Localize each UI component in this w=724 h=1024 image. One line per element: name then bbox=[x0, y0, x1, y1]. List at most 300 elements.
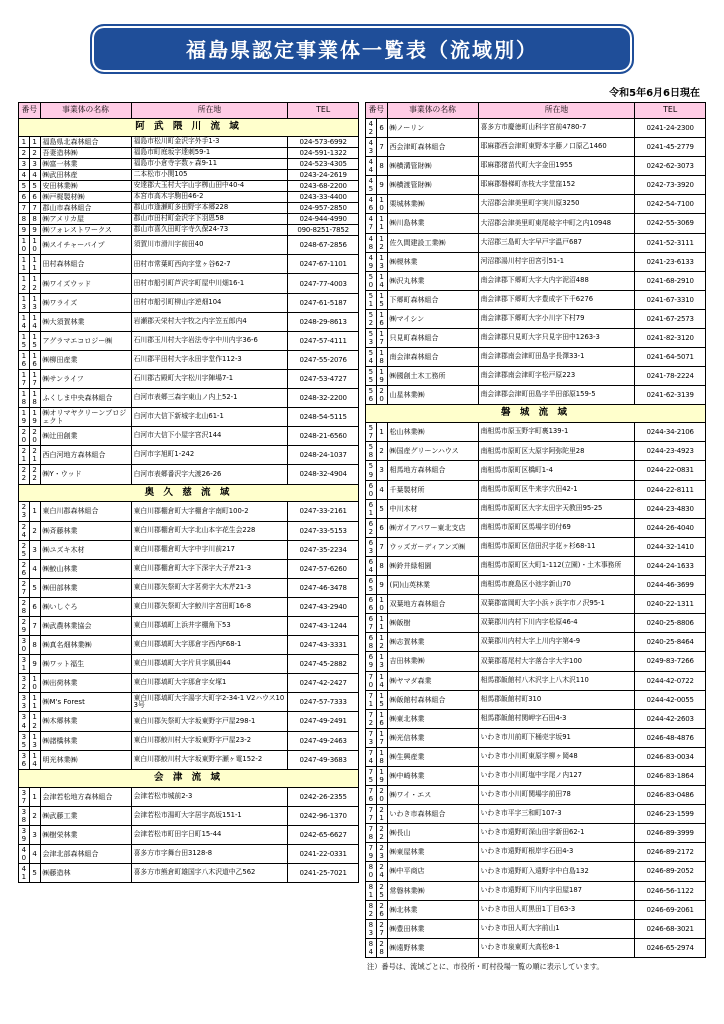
cell-no: 44 bbox=[366, 157, 377, 176]
cell-company-name: ㈱国産グリーンハウス bbox=[387, 442, 478, 461]
cell-tel: 090-8251-7852 bbox=[288, 225, 359, 236]
table-row bbox=[19, 192, 359, 203]
table-row bbox=[19, 225, 359, 236]
cell-address: 郡山市逢瀬町多田野字本郷228 bbox=[131, 203, 288, 214]
table-row bbox=[19, 203, 359, 214]
cell-no: 9 bbox=[19, 225, 30, 236]
cell-no: 11 bbox=[19, 255, 30, 274]
cell-company-name: ふくしま中央森林組合 bbox=[40, 389, 131, 408]
cell-tel: 0244-34-2106 bbox=[635, 423, 706, 442]
cell-address: 大沼郡会津美里町字実川原3250 bbox=[478, 195, 635, 214]
table-row bbox=[366, 900, 706, 919]
cell-company-name: ㈱ワライズ bbox=[40, 293, 131, 312]
table-row bbox=[366, 786, 706, 805]
table-header-row bbox=[366, 103, 706, 119]
cell-no: 20 bbox=[19, 427, 30, 446]
two-column-layout bbox=[18, 102, 706, 972]
cell-address: 耶麻郡猪苗代町大字金田1955 bbox=[478, 157, 635, 176]
cell-address: 喜多方市慶徳町山科字宮前4780-7 bbox=[478, 118, 635, 137]
table-row bbox=[19, 825, 359, 844]
cell-sub-no: 17 bbox=[376, 728, 387, 747]
cell-address: 会津若松市湯町大字居字高坂151-1 bbox=[131, 806, 288, 825]
cell-address: 福島市松川町金沢字外手1-3 bbox=[131, 136, 288, 147]
cell-tel: 0241-68-2910 bbox=[635, 271, 706, 290]
cell-address: 本宮市高木字駒田46-2 bbox=[131, 192, 288, 203]
left-table bbox=[18, 102, 359, 883]
cell-no: 59 bbox=[366, 461, 377, 480]
cell-company-name: ㈱飯樹 bbox=[387, 614, 478, 633]
cell-sub-no: 10 bbox=[29, 236, 40, 255]
cell-no: 48 bbox=[366, 233, 377, 252]
cell-no: 82 bbox=[366, 900, 377, 919]
cell-address: 南相馬市原町区信田沢字花ヶ杉68-11 bbox=[478, 537, 635, 556]
cell-company-name: ㈱アメリカ屋 bbox=[40, 214, 131, 225]
cell-address: 南会津郡会津町田島字半田部原159-5 bbox=[478, 386, 635, 405]
cell-company-name: ㈱田部林業 bbox=[40, 578, 131, 597]
cell-no: 76 bbox=[366, 786, 377, 805]
cell-sub-no: 20 bbox=[376, 386, 387, 405]
cell-sub-no: 2 bbox=[29, 521, 40, 540]
cell-company-name: ㈱北林業 bbox=[387, 900, 478, 919]
cell-tel: 0246-69-2061 bbox=[635, 900, 706, 919]
cell-company-name: アグラマエコロジー㈱ bbox=[40, 331, 131, 350]
cell-company-name: ㈱沢丸林業 bbox=[387, 271, 478, 290]
cell-tel: 0248-32-4904 bbox=[288, 465, 359, 484]
cell-tel: 0240-25-8464 bbox=[635, 633, 706, 652]
cell-no: 27 bbox=[19, 578, 30, 597]
cell-tel: 0242-62-3073 bbox=[635, 157, 706, 176]
cell-address: 岩瀬郡天栄村大字牧之内字笠五郎内4 bbox=[131, 312, 288, 331]
cell-sub-no: 12 bbox=[376, 233, 387, 252]
cell-address: 双葉郡川内村大字上川内字第4-9 bbox=[478, 633, 635, 652]
table-row bbox=[366, 138, 706, 157]
cell-address: いわき市田人町黒田1丁目63-3 bbox=[478, 900, 635, 919]
cell-address: いわき市平字三和町107-3 bbox=[478, 805, 635, 824]
cell-sub-no: 12 bbox=[29, 274, 40, 293]
table-row bbox=[19, 465, 359, 484]
cell-no: 3 bbox=[19, 158, 30, 169]
cell-company-name: ㈱飯館村森林組合 bbox=[387, 690, 478, 709]
col-header-address: 所在地 bbox=[478, 103, 635, 119]
cell-sub-no: 18 bbox=[376, 348, 387, 367]
cell-company-name: 下郷町森林組合 bbox=[387, 290, 478, 309]
cell-tel: 0247-61-5187 bbox=[288, 293, 359, 312]
cell-address: 石川郡古殿町大字松川字陣場7-1 bbox=[131, 369, 288, 388]
cell-address: 耶麻郡磐梯町赤枝大字堂窪152 bbox=[478, 176, 635, 195]
cell-address: 東白川郡塙町大字片貝字風田44 bbox=[131, 655, 288, 674]
cell-sub-no: 16 bbox=[29, 350, 40, 369]
cell-tel: 0247-43-2940 bbox=[288, 597, 359, 616]
cell-address: 双葉郡葛尾村大字落合字大字100 bbox=[478, 652, 635, 671]
cell-no: 55 bbox=[366, 367, 377, 386]
cell-tel: 0247-33-5153 bbox=[288, 521, 359, 540]
cell-company-name: ㈱大須賀林業 bbox=[40, 312, 131, 331]
cell-tel: 0241-23-6133 bbox=[635, 252, 706, 271]
col-header-no: 番号 bbox=[19, 103, 41, 119]
cell-sub-no: 7 bbox=[29, 617, 40, 636]
table-row bbox=[366, 824, 706, 843]
cell-no: 61 bbox=[366, 499, 377, 518]
cell-sub-no: 16 bbox=[376, 309, 387, 328]
cell-tel: 0241-52-3111 bbox=[635, 233, 706, 252]
table-row bbox=[366, 118, 706, 137]
cell-no: 65 bbox=[366, 576, 377, 595]
cell-company-name: ウッズガーディアンズ㈱ bbox=[387, 537, 478, 556]
cell-no: 15 bbox=[19, 331, 30, 350]
table-header-row bbox=[19, 103, 359, 119]
cell-sub-no: 10 bbox=[376, 195, 387, 214]
cell-address: 東白川郡棚倉町大字下深字大子芹21-3 bbox=[131, 559, 288, 578]
cell-sub-no: 7 bbox=[29, 203, 40, 214]
table-row bbox=[19, 712, 359, 731]
cell-company-name: ㈱光信林業 bbox=[387, 728, 478, 747]
cell-company-name: ㈱中崎林業 bbox=[387, 766, 478, 785]
cell-address: いわき市泉東町大高松8-1 bbox=[478, 938, 635, 957]
cell-company-name: ㈱樹栄林業 bbox=[40, 825, 131, 844]
cell-company-name: 相馬地方森林組合 bbox=[387, 461, 478, 480]
cell-no: 26 bbox=[19, 559, 30, 578]
cell-address: 大沼郡会津美里町東尾岐字中町之内10948 bbox=[478, 214, 635, 233]
cell-no: 78 bbox=[366, 824, 377, 843]
cell-no: 63 bbox=[366, 537, 377, 556]
cell-address: 白河市表郷番沢字大渡26-26 bbox=[131, 465, 288, 484]
table-row bbox=[366, 709, 706, 728]
table-row bbox=[366, 537, 706, 556]
cell-tel: 0244-23-4923 bbox=[635, 442, 706, 461]
cell-sub-no: 11 bbox=[376, 214, 387, 233]
cell-sub-no: 14 bbox=[376, 271, 387, 290]
cell-company-name: ㈱マイシン bbox=[387, 309, 478, 328]
table-row bbox=[366, 214, 706, 233]
cell-no: 29 bbox=[19, 617, 30, 636]
cell-company-name: 双葉地方森林組合 bbox=[387, 595, 478, 614]
cell-company-name: (同)山英林業 bbox=[387, 576, 478, 595]
table-row bbox=[366, 386, 706, 405]
cell-address: 石川郡玉川村大字岩法寺字中川内字36-6 bbox=[131, 331, 288, 350]
cell-address: 双葉郡川内村下川内字松原46-4 bbox=[478, 614, 635, 633]
cell-tel: 0246-65-2974 bbox=[635, 938, 706, 957]
cell-sub-no: 1 bbox=[376, 423, 387, 442]
col-header-name: 事業体の名称 bbox=[40, 103, 131, 119]
cell-sub-no: 12 bbox=[376, 633, 387, 652]
cell-tel: 0246-68-3021 bbox=[635, 919, 706, 938]
cell-no: 50 bbox=[366, 271, 377, 290]
table-row bbox=[19, 787, 359, 806]
table-row bbox=[366, 652, 706, 671]
cell-no: 75 bbox=[366, 766, 377, 785]
cell-sub-no: 18 bbox=[376, 747, 387, 766]
cell-tel: 0244-26-4040 bbox=[635, 518, 706, 537]
table-row bbox=[366, 367, 706, 386]
cell-no: 56 bbox=[366, 386, 377, 405]
table-row bbox=[366, 728, 706, 747]
footnote: 注）番号は、流域ごとに、市役所・町村役場一覧の順に表示しています。 bbox=[367, 961, 604, 971]
cell-tel: 0244-42-0722 bbox=[635, 671, 706, 690]
cell-no: 25 bbox=[19, 540, 30, 559]
region-heading-row bbox=[19, 484, 359, 502]
cell-tel: 0247-53-4727 bbox=[288, 369, 359, 388]
cell-sub-no: 8 bbox=[29, 636, 40, 655]
cell-tel: 0244-23-4830 bbox=[635, 499, 706, 518]
cell-no: 22 bbox=[19, 465, 30, 484]
cell-no: 21 bbox=[19, 446, 30, 465]
cell-company-name: 郡山市森林組合 bbox=[40, 203, 131, 214]
table-row bbox=[19, 331, 359, 350]
cell-tel: 0248-54-5115 bbox=[288, 408, 359, 427]
table-row bbox=[19, 293, 359, 312]
cell-sub-no: 10 bbox=[29, 674, 40, 693]
cell-sub-no: 17 bbox=[29, 369, 40, 388]
table-row bbox=[19, 693, 359, 712]
cell-tel: 0244-24-1633 bbox=[635, 556, 706, 575]
cell-address: いわき市遠野町入遠野字中白島132 bbox=[478, 862, 635, 881]
cell-address: いわき市遠野町下川内字田屋187 bbox=[478, 881, 635, 900]
cell-sub-no: 10 bbox=[376, 595, 387, 614]
cell-address: 南会津郡下郷町大字大内字泥沼488 bbox=[478, 271, 635, 290]
cell-no: 54 bbox=[366, 348, 377, 367]
table-row bbox=[366, 843, 706, 862]
cell-tel: 0248-21-6560 bbox=[288, 427, 359, 446]
table-row bbox=[366, 766, 706, 785]
cell-address: 河沼郡湯川村字田宮引51-1 bbox=[478, 252, 635, 271]
region-heading: 会 津 流 域 bbox=[19, 769, 359, 787]
cell-tel: 0248-24-1037 bbox=[288, 446, 359, 465]
cell-sub-no: 13 bbox=[376, 652, 387, 671]
cell-tel: 0247-55-2076 bbox=[288, 350, 359, 369]
cell-no: 40 bbox=[19, 844, 30, 863]
cell-tel: 0241-64-5071 bbox=[635, 348, 706, 367]
cell-address: 南相馬市原町区馬場字切付69 bbox=[478, 518, 635, 537]
cell-sub-no: 5 bbox=[29, 578, 40, 597]
cell-tel: 024-591-1322 bbox=[288, 147, 359, 158]
cell-no: 47 bbox=[366, 214, 377, 233]
cell-company-name: ㈱横溝管財㈱ bbox=[387, 157, 478, 176]
table-row bbox=[366, 290, 706, 309]
cell-no: 4 bbox=[19, 170, 30, 181]
cell-tel: 0247-43-1244 bbox=[288, 617, 359, 636]
cell-no: 45 bbox=[366, 176, 377, 195]
region-heading-row bbox=[19, 769, 359, 787]
region-heading: 磐 城 流 域 bbox=[366, 405, 706, 423]
cell-sub-no: 1 bbox=[29, 136, 40, 147]
table-row bbox=[19, 540, 359, 559]
cell-no: 13 bbox=[19, 293, 30, 312]
cell-company-name: ㈱鈴井緑相園 bbox=[387, 556, 478, 575]
table-row bbox=[19, 864, 359, 883]
cell-tel: 0241-45-2779 bbox=[635, 138, 706, 157]
table-row bbox=[19, 170, 359, 181]
cell-tel: 0241-78-2224 bbox=[635, 367, 706, 386]
cell-no: 1 bbox=[19, 136, 30, 147]
col-header-address: 所在地 bbox=[131, 103, 288, 119]
cell-tel: 0246-83-1864 bbox=[635, 766, 706, 785]
cell-tel: 0242-96-1370 bbox=[288, 806, 359, 825]
cell-company-name: ㈱生興産業 bbox=[387, 747, 478, 766]
cell-tel: 0246-83-0034 bbox=[635, 747, 706, 766]
table-row bbox=[19, 674, 359, 693]
table-row bbox=[19, 136, 359, 147]
cell-address: 郡山市田村町金沢字下羽恩58 bbox=[131, 214, 288, 225]
cell-address: いわき市川前町下桶売字坂91 bbox=[478, 728, 635, 747]
cell-no: 68 bbox=[366, 633, 377, 652]
left-column bbox=[18, 102, 359, 896]
cell-company-name: 千葉製材所 bbox=[387, 480, 478, 499]
cell-sub-no: 8 bbox=[376, 157, 387, 176]
cell-address: 白河市大信下小屋字宮沢144 bbox=[131, 427, 288, 446]
table-row bbox=[366, 862, 706, 881]
cell-company-name: ㈱ワット福生 bbox=[40, 655, 131, 674]
cell-company-name: ㈱辻田創業 bbox=[40, 427, 131, 446]
right-table bbox=[365, 102, 706, 958]
cell-tel: 0247-46-3478 bbox=[288, 578, 359, 597]
cell-sub-no: 11 bbox=[29, 693, 40, 712]
cell-tel: 0244-42-0055 bbox=[635, 690, 706, 709]
table-row bbox=[19, 389, 359, 408]
cell-tel: 0249-83-7266 bbox=[635, 652, 706, 671]
cell-tel: 0246-56-1122 bbox=[635, 881, 706, 900]
cell-tel: 0244-46-3699 bbox=[635, 576, 706, 595]
cell-no: 7 bbox=[19, 203, 30, 214]
cell-no: 52 bbox=[366, 309, 377, 328]
table-row bbox=[19, 158, 359, 169]
cell-sub-no: 5 bbox=[29, 864, 40, 883]
cell-company-name: ㈱木郷林業 bbox=[40, 712, 131, 731]
cell-no: 43 bbox=[366, 138, 377, 157]
table-row bbox=[366, 690, 706, 709]
cell-address: 二本松市小関105 bbox=[131, 170, 288, 181]
table-row bbox=[366, 499, 706, 518]
cell-no: 72 bbox=[366, 709, 377, 728]
cell-company-name: ㈱ユズキ木材 bbox=[40, 540, 131, 559]
cell-address: 会津若松市町田字日町15-44 bbox=[131, 825, 288, 844]
cell-sub-no: 19 bbox=[29, 408, 40, 427]
table-row bbox=[19, 255, 359, 274]
cell-sub-no: 3 bbox=[376, 461, 387, 480]
cell-company-name: 西会津町森林組合 bbox=[387, 138, 478, 157]
cell-company-name: ㈱オリマヤクリーンプロジェクト bbox=[40, 408, 131, 427]
cell-tel: 0244-22-0831 bbox=[635, 461, 706, 480]
cell-no: 79 bbox=[366, 843, 377, 862]
cell-no: 39 bbox=[19, 825, 30, 844]
cell-company-name: ㈱出荷林業 bbox=[40, 674, 131, 693]
cell-no: 14 bbox=[19, 312, 30, 331]
cell-tel: 0241-22-0331 bbox=[288, 844, 359, 863]
cell-no: 70 bbox=[366, 671, 377, 690]
table-row bbox=[19, 731, 359, 750]
cell-sub-no: 22 bbox=[29, 465, 40, 484]
cell-company-name: ㈱ガイアパワー東北支店 bbox=[387, 518, 478, 537]
cell-sub-no: 19 bbox=[376, 367, 387, 386]
cell-sub-no: 7 bbox=[376, 138, 387, 157]
cell-company-name: ㈱遠野林業 bbox=[387, 938, 478, 957]
cell-tel: 0244-32-1410 bbox=[635, 537, 706, 556]
table-row bbox=[366, 176, 706, 195]
table-row bbox=[366, 614, 706, 633]
cell-tel: 0246-23-1599 bbox=[635, 805, 706, 824]
table-row bbox=[19, 408, 359, 427]
cell-company-name: ㈱諸橋林業 bbox=[40, 731, 131, 750]
cell-company-name: ㈱斉藤林業 bbox=[40, 521, 131, 540]
cell-company-name: ㈱武田林産 bbox=[40, 170, 131, 181]
cell-company-name: ㈱東屋林業 bbox=[387, 843, 478, 862]
cell-sub-no: 19 bbox=[376, 766, 387, 785]
table-row bbox=[366, 309, 706, 328]
cell-address: 東白川郡塙町大字那倉字西内F68-1 bbox=[131, 636, 288, 655]
cell-no: 18 bbox=[19, 389, 30, 408]
cell-address: いわき市小川町関場字前田78 bbox=[478, 786, 635, 805]
cell-no: 31 bbox=[19, 655, 30, 674]
cell-address: 耶麻郡西会津町東野本字藤ノ口原乙1460 bbox=[478, 138, 635, 157]
cell-address: 白河市字旭町1-242 bbox=[131, 446, 288, 465]
cell-address: 喜多方市熊倉町雄国字八木沢道中乙562 bbox=[131, 864, 288, 883]
cell-company-name: ㈱長山 bbox=[387, 824, 478, 843]
cell-no: 60 bbox=[366, 480, 377, 499]
cell-sub-no: 6 bbox=[376, 518, 387, 537]
cell-no: 23 bbox=[19, 502, 30, 521]
cell-tel: 024-957-2850 bbox=[288, 203, 359, 214]
cell-no: 53 bbox=[366, 328, 377, 347]
cell-company-name: 中川木材 bbox=[387, 499, 478, 518]
cell-address: 福島市小倉寺字数ヶ森9-11 bbox=[131, 158, 288, 169]
cell-company-name: 福島県北森林組合 bbox=[40, 136, 131, 147]
table-row bbox=[19, 312, 359, 331]
cell-company-name: ㈱東北林業 bbox=[387, 709, 478, 728]
table-row bbox=[366, 348, 706, 367]
cell-tel: 0247-77-4003 bbox=[288, 274, 359, 293]
cell-no: 80 bbox=[366, 862, 377, 881]
cell-address: 南相馬市鹿島区小池字新山70 bbox=[478, 576, 635, 595]
table-row bbox=[19, 617, 359, 636]
region-heading: 阿 武 隈 川 流 域 bbox=[19, 118, 359, 136]
table-row bbox=[19, 750, 359, 769]
region-heading: 奥 久 慈 流 域 bbox=[19, 484, 359, 502]
cell-sub-no: 22 bbox=[376, 824, 387, 843]
cell-tel: 0247-35-2234 bbox=[288, 540, 359, 559]
cell-no: 6 bbox=[19, 192, 30, 203]
cell-tel: 0247-33-2161 bbox=[288, 502, 359, 521]
table-row bbox=[366, 328, 706, 347]
cell-company-name: ㈱スイチャーパイプ bbox=[40, 236, 131, 255]
cell-sub-no: 2 bbox=[29, 806, 40, 825]
cell-tel: 0242-26-2355 bbox=[288, 787, 359, 806]
cell-address: 田村市常葉町西向字堂ヶ谷62-7 bbox=[131, 255, 288, 274]
cell-address: 東白川郡鮫川村大字坂東野字戸屋23-2 bbox=[131, 731, 288, 750]
cell-tel: 0242-55-3069 bbox=[635, 214, 706, 233]
cell-sub-no: 13 bbox=[376, 252, 387, 271]
cell-sub-no: 26 bbox=[376, 900, 387, 919]
cell-company-name: 吉田林業㈱ bbox=[387, 652, 478, 671]
cell-sub-no: 16 bbox=[376, 709, 387, 728]
cell-tel: 0247-49-2491 bbox=[288, 712, 359, 731]
cell-sub-no: 14 bbox=[376, 671, 387, 690]
cell-sub-no: 6 bbox=[376, 118, 387, 137]
cell-address: 石川郡平田村大字永田字堂作112-3 bbox=[131, 350, 288, 369]
cell-tel: 0247-45-2882 bbox=[288, 655, 359, 674]
cell-tel: 0247-49-3683 bbox=[288, 750, 359, 769]
cell-no: 71 bbox=[366, 690, 377, 709]
cell-no: 33 bbox=[19, 693, 30, 712]
cell-company-name: 山星林業㈱ bbox=[387, 386, 478, 405]
table-row bbox=[366, 252, 706, 271]
cell-tel: 0246-48-4876 bbox=[635, 728, 706, 747]
cell-company-name: いわき市森林組合 bbox=[387, 805, 478, 824]
cell-no: 12 bbox=[19, 274, 30, 293]
cell-company-name: ㈱川島林業 bbox=[387, 214, 478, 233]
cell-address: 東白川郡矢祭町大字鮫川字宮田町16-8 bbox=[131, 597, 288, 616]
table-row bbox=[19, 655, 359, 674]
table-row bbox=[366, 938, 706, 957]
cell-tel: 0247-57-6260 bbox=[288, 559, 359, 578]
